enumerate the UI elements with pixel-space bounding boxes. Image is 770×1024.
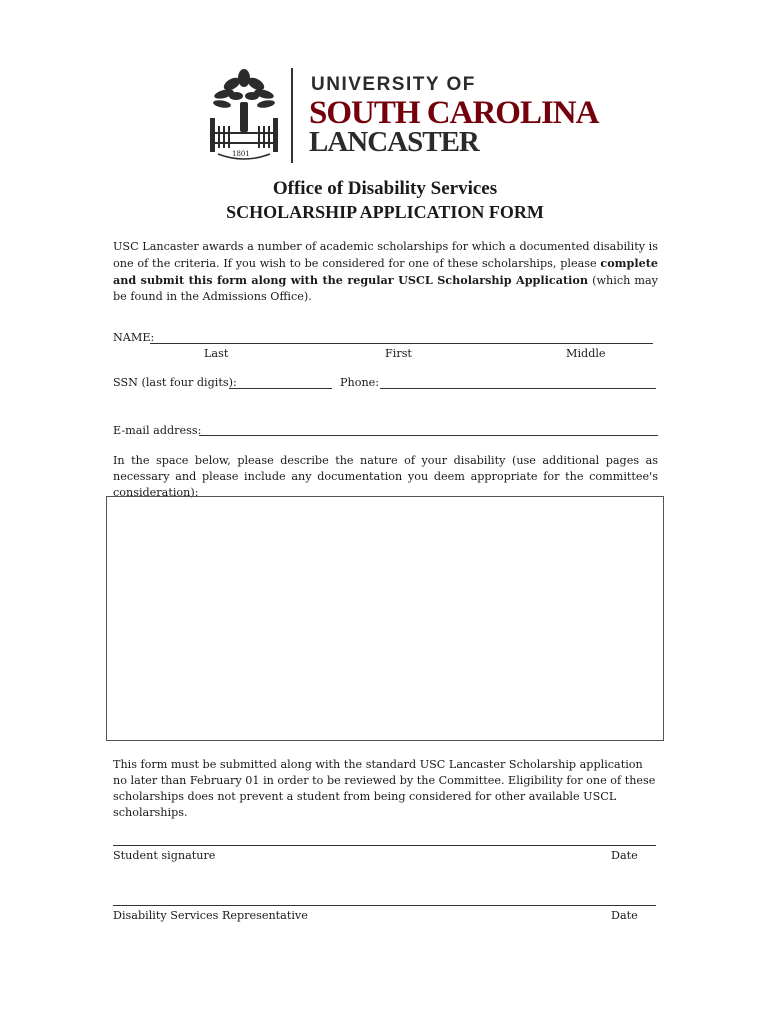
student-signature-line[interactable]	[113, 845, 656, 846]
logo-divider	[291, 68, 293, 163]
closing-paragraph: This form must be submitted along with the standard USC Lancaster Scholarship application no later than February 01 in order to be reviewed by the Committee. Eligibility for one of these scholarships does not prevent a student from being considered for other available USCL scholarships.	[113, 758, 656, 819]
email-label: E-mail address:	[113, 424, 202, 437]
ssn-field[interactable]	[229, 388, 332, 389]
name-last-caption: Last	[204, 347, 229, 360]
student-date-label: Date	[611, 849, 638, 862]
student-signature-label: Student signature	[113, 849, 216, 862]
name-field[interactable]	[150, 343, 653, 344]
name-label: NAME:	[113, 331, 155, 344]
intro-text: USC Lancaster awards a number of academic scholarships for which a documented disability is one of the criteria. If you wish to be considered for one of these scholarships, please	[113, 240, 658, 270]
ssn-label: SSN (last four digits):	[113, 376, 237, 389]
logo-university-of: UNIVERSITY OF	[311, 74, 476, 95]
phone-field[interactable]	[380, 388, 656, 389]
palmetto-tree-logo-icon	[204, 66, 284, 166]
intro-paragraph	[113, 239, 658, 305]
form-subtitle: SCHOLARSHIP APPLICATION FORM	[226, 202, 544, 222]
representative-signature-label: Disability Services Representative	[113, 909, 308, 922]
intro-bold-text: complete and submit this form along with the regular USCL Scholarship Application	[113, 256, 658, 287]
disability-description-box[interactable]	[106, 496, 664, 741]
email-field[interactable]	[199, 435, 658, 436]
name-first-caption: First	[385, 347, 412, 360]
disability-description-prompt: In the space below, please describe the nature of your disability (use additional pages as necessary and please include any documentation you deem appropriate for the committee's consideration):	[113, 454, 658, 499]
page-title: Office of Disability Services	[272, 178, 498, 199]
representative-signature-line[interactable]	[113, 905, 656, 906]
logo-south-carolina: SOUTH CAROLINA	[309, 95, 599, 131]
representative-date-label: Date	[611, 909, 638, 922]
intro-text-end: (which may be found in the Admissions Office).	[113, 274, 659, 303]
phone-label: Phone:	[340, 376, 380, 389]
seal-year: 1801	[232, 150, 250, 158]
logo-lancaster: LANCASTER	[309, 126, 479, 158]
name-middle-caption: Middle	[566, 347, 606, 360]
